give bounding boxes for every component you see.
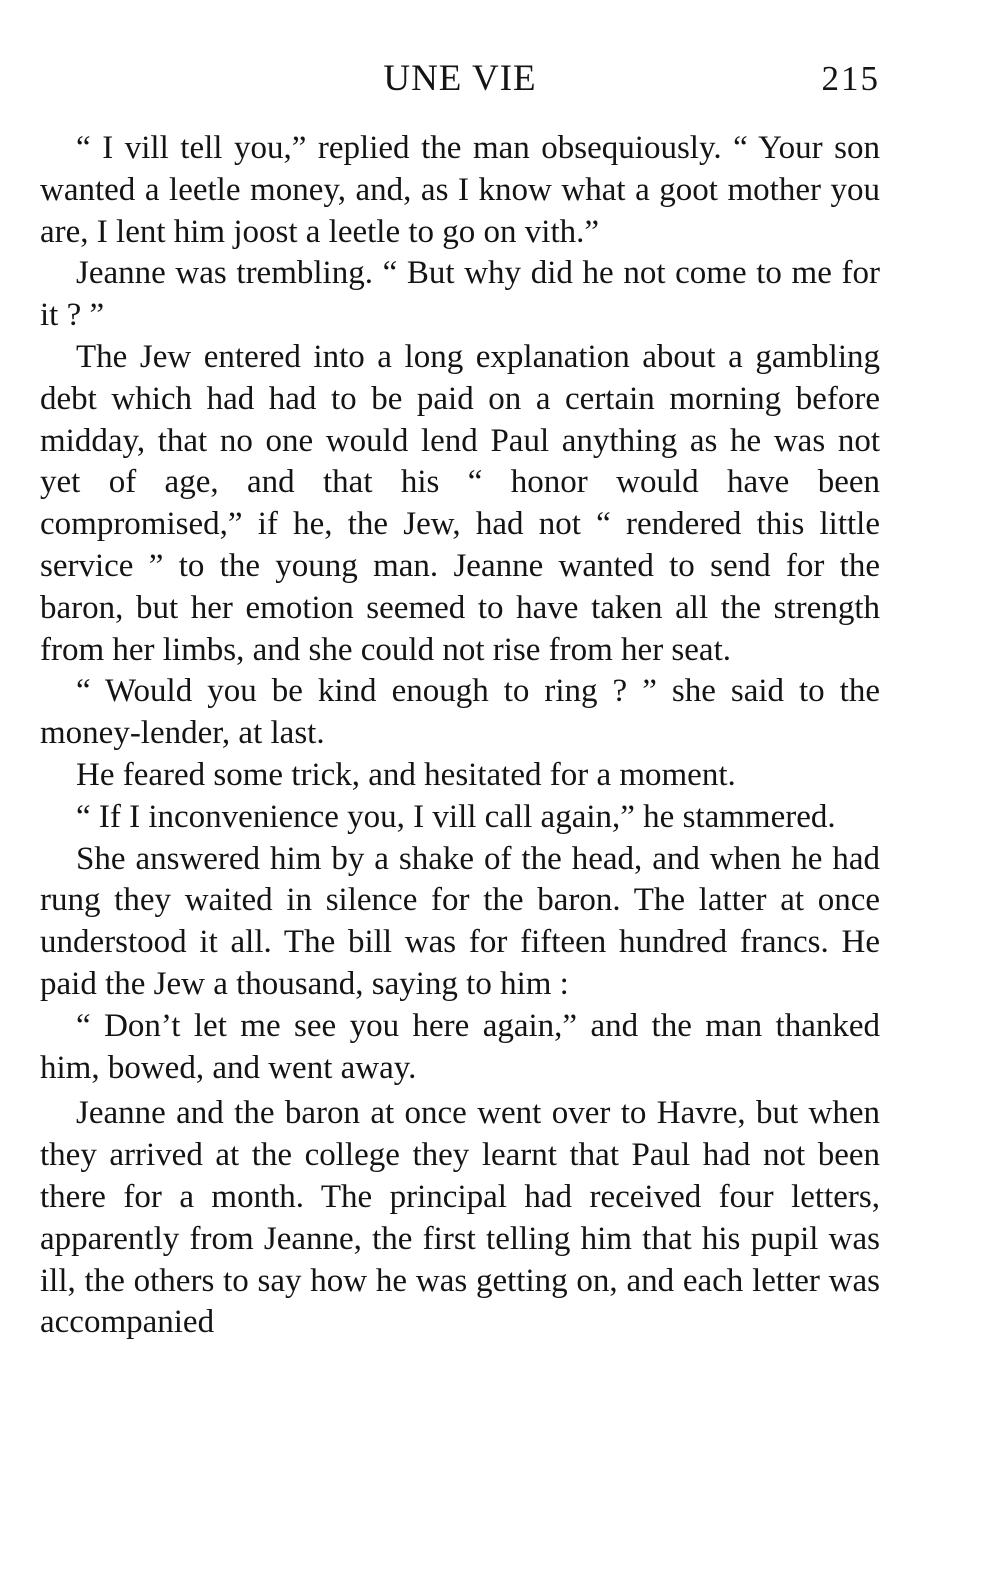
paragraph: “ Don’t let me see you here again,” and the man thanked him, bowed, and went away. [40, 1007, 880, 1086]
page-number: 215 [821, 59, 880, 98]
paragraph: She answered him by a shake of the head, and when he had rung they waited in silence for the baron. The latter at once understood it all. The bill was for fifteen hundred francs. He paid the Jew a thousand, saying to him : [40, 840, 880, 1002]
body-text [40, 128, 880, 1344]
page-header [40, 56, 880, 102]
paragraph: He feared some trick, and hesitated for a moment. [76, 756, 736, 793]
paragraph: “ If I inconvenience you, I vill call again,” he stammered. [76, 798, 836, 835]
paragraph: “ Would you be kind enough to ring ? ” she said to the money-lender, at last. [40, 673, 880, 752]
paragraph: Jeanne and the baron at once went over to Havre, but when they arrived at the college they learnt that Paul had not been there for a month. The principal had received four letters, apparently from Jeanne, the first telling him that his pupil was ill, the others to say how he was getting on, and each letter was accompanied [40, 1095, 880, 1341]
paragraph: Jeanne was trembling. “ But why did he not come to me for it ? ” [40, 255, 880, 334]
paragraph: The Jew entered into a long explanation about a gambling debt which had had to be paid on a certain morning before midday, that no one would lend Paul anything as he was not yet of age, and that his “ honor would have been compromised,” if he, the Jew, had not “ rendered this little service ” to the young man. Jeanne wanted to send for the baron, but her emotion seemed to have taken all the strength from her limbs, and she could not rise from her seat. [40, 338, 880, 668]
paragraph: “ I vill tell you,” replied the man obsequiously. “ Your son wanted a leetle money, and, as I know what a goot mother you are, I lent him joost a leetle to go on vith.” [40, 130, 880, 250]
running-title: UNE VIE [383, 58, 537, 99]
